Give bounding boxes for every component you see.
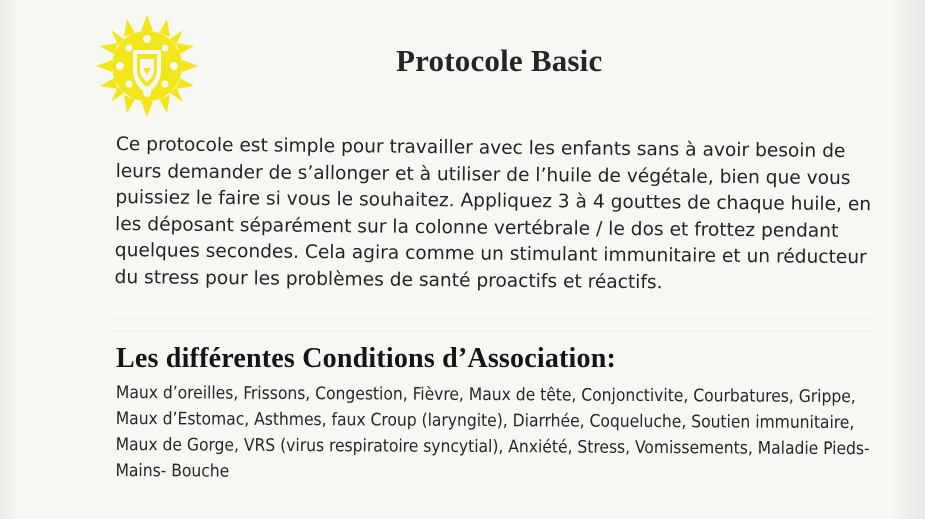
sun-shield-logo-icon: [96, 15, 198, 117]
conditions-list-text: Maux d’oreilles, Frissons, Congestion, Fièvre, Maux de tête, Conjonctivite, Courbatures, Grippe, Maux d’Estomac, Asthmes, faux Croup (laryngite), Diarrhée, Coqueluche, Soutien immunitaire, Maux de Gorge, VRS (virus respiratoire syncytial), Anxiété, Stress, Vomissements, Maladie Pieds- Mains- Bouche: [115, 382, 870, 482]
faint-background-text-lines: [112, 306, 872, 338]
page-title: Protocole Basic: [396, 43, 603, 78]
protocol-intro-paragraph: Ce protocole est simple pour travailler avec les enfants sans à avoir besoin de leurs demander de s’allonger et à utiliser de l’huile de végétale, bien que vous puissiez le faire si vous le souhaitez. Appliquez 3 à 4 gouttes de chaque huile, en les déposant séparément sur la colonne vertébrale / le dos et frottez pendant quelques secondes. Cela agira comme un stimulant immunitaire et un réducteur du stress pour les problèmes de santé proactifs et réactifs.: [114, 133, 872, 293]
conditions-section-title: Les différentes Conditions d’Association:: [116, 343, 617, 374]
